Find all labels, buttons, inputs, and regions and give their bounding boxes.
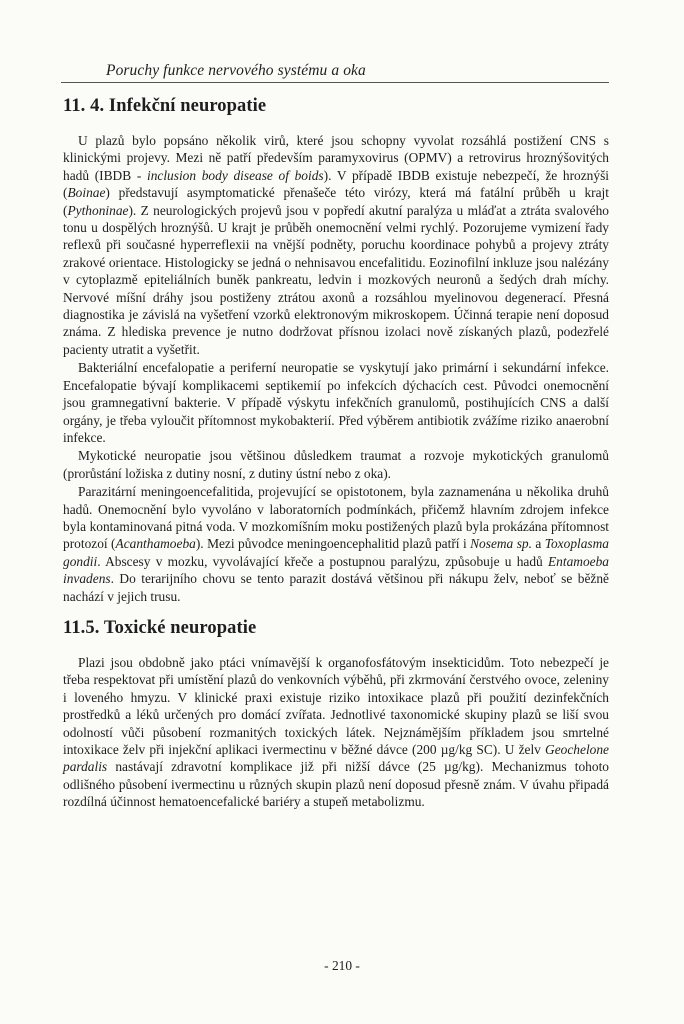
italic-term: Nosema sp. xyxy=(470,536,532,552)
italic-term: Entamoeba invadens xyxy=(63,553,609,587)
italic-term: Geochelone pardalis xyxy=(63,742,609,775)
text-run: U plazů bylo popsáno několik virů, které jsou schopny vyvolat rozsáhlá postižení CNS s klinickými projevy. Mezi ně patří především paramyxovirus (OPMV) a retrovirus hroznýšovitých hadů (IBDB - xyxy=(63,133,609,183)
paragraph xyxy=(63,132,609,358)
section-body-toxic-neuropathy xyxy=(63,654,609,812)
italic-term: Acanthamoeba xyxy=(115,536,196,552)
section-heading-toxic-neuropathy: 11.5. Toxické neuropatie xyxy=(63,618,257,638)
italic-term: Toxoplasma gondii xyxy=(63,536,610,569)
text-run: Plazi jsou obdobně jako ptáci vnímavější k organofosfátovým insekticidům. Toto nebezpečí je třeba respektovat při umístění plazů do venkovních výběhů, při zkrmování čerstvého ovoce, zeleniny i loveného hmyzu. V klinické praxi existuje riziko intoxikace plazů při použití dezinfekčních prostředků a léků určených pro domácí zvířata. Jednotlivé taxonomické skupiny plazů se liší svou odolností vůči působení rozmanitých toxických látek. Nejznámějším příkladem jsou smrtelné intoxikace želv při injekční aplikaci ivermectinu v běžné dávce (200 µg/kg SC). U želv xyxy=(63,655,609,758)
text-run: Parazitární meningoencefalitida, projevující se opistotonem, byla zaznamenána u několika druhů hadů. Onemocnění bylo vyvoláno v laboratorních podmínkách, přičemž hlavním zdrojem infekce byla kontaminovaná pitná voda. V mozkomíšním moku postižených plazů byla prokázána přítomnost protozoí ( xyxy=(63,484,609,552)
text-run: a xyxy=(531,536,545,552)
text-run: nastávají zdravotní komplikace již při nižší dávce (25 µg/kg). Mechanizmus tohoto odlišného působení ivermectinu u různých skupin plazů není doposud přesně znám. V úvahu připadá rozdílná účinnost hematoencefalické bariéry a stupeň metabolizmu. xyxy=(63,759,609,810)
italic-term: Boinae xyxy=(67,185,106,201)
page-number: - 210 - xyxy=(324,958,360,973)
paragraph xyxy=(63,654,609,811)
text-run: ). Z neurologických projevů jsou v popředí akutní paralýza u mláďat a ztráta svalového tonu u dospělých hroznýšů. U krajt je průběh onemocnění velmi rychlý. Pozorujeme vymizení řady reflexů při současné hyperreflexii na vnější podněty, poruchu koordinace pohybů a projevy ztráty zrakové orientace. Histologicky se jedná o nehnisavou encefalitidu. Eozinofilní inkluze jsou nalézány v cytoplazmě epiteliálních buněk pankreatu, ledvin i mozkových neuronů a šedých drah míchy. Nervové míšní dráhy jsou postiženy ztrátou axonů a rozsáhlou myelinovou degenerací. Přesná diagnostika je závislá na vyšetření vzorků elektronovým mikroskopem. Účinná terapie není doposud známa. Z hlediska prevence je nutno dodržovat přísnou izolaci nově získaných plazů, podezřelé pacienty utratit a vyšetřit. xyxy=(63,202,609,357)
paragraph xyxy=(63,483,609,605)
text-run: ) představují asymptomatické přenašeče této virózy, která má fatální průběh u krajt ( xyxy=(63,185,609,218)
text-run: . Abscesy v mozku, vyvolávající křeče a postupnou paralýzu, způsobuje u hadů xyxy=(97,553,548,569)
italic-term: inclusion body disease of boids xyxy=(146,167,324,183)
paragraph xyxy=(63,447,609,482)
section-heading-infectious-neuropathy: 11. 4. Infekční neuropatie xyxy=(63,96,267,116)
running-head xyxy=(61,60,609,83)
section-body-infectious-neuropathy xyxy=(63,132,609,606)
paragraph xyxy=(63,359,609,446)
text-run: . Do terarijního chovu se tento parazit dostává většinou při nákupu želv, neboť se běžně nachází v jejich trusu. xyxy=(63,571,609,604)
text-run: Bakteriální encefalopatie a periferní neuropatie se vyskytují jako primární i sekundární infekce. Encefalopatie bývají komplikacemi septikemií po infekcích dýchacích cest. Původci onemocnění jsou gramnegativní bakterie. V případě výskytu infekčních granulomů, postihujících CNS a další orgány, je třeba vyloučit přítomnost mykobakterií. Před výběrem antibiotik zvážíme riziko anaerobní infekce. xyxy=(63,360,609,445)
text-run: ). Mezi původce meningoencephalitid plazů patří i xyxy=(195,536,471,552)
italic-term: Pythoninae xyxy=(67,202,129,218)
text-run: Mykotické neuropatie jsou většinou důsledkem traumat a rozvoje mykotických granulomů (prorůstání ložiska z dutiny nosní, z dutiny ústní nebo z oka). xyxy=(63,448,609,481)
running-head-title: Poruchy funkce nervového systému a oka xyxy=(106,62,366,79)
text-run: ). V případě IBDB existuje nebezpečí, že hroznýši ( xyxy=(63,167,610,201)
